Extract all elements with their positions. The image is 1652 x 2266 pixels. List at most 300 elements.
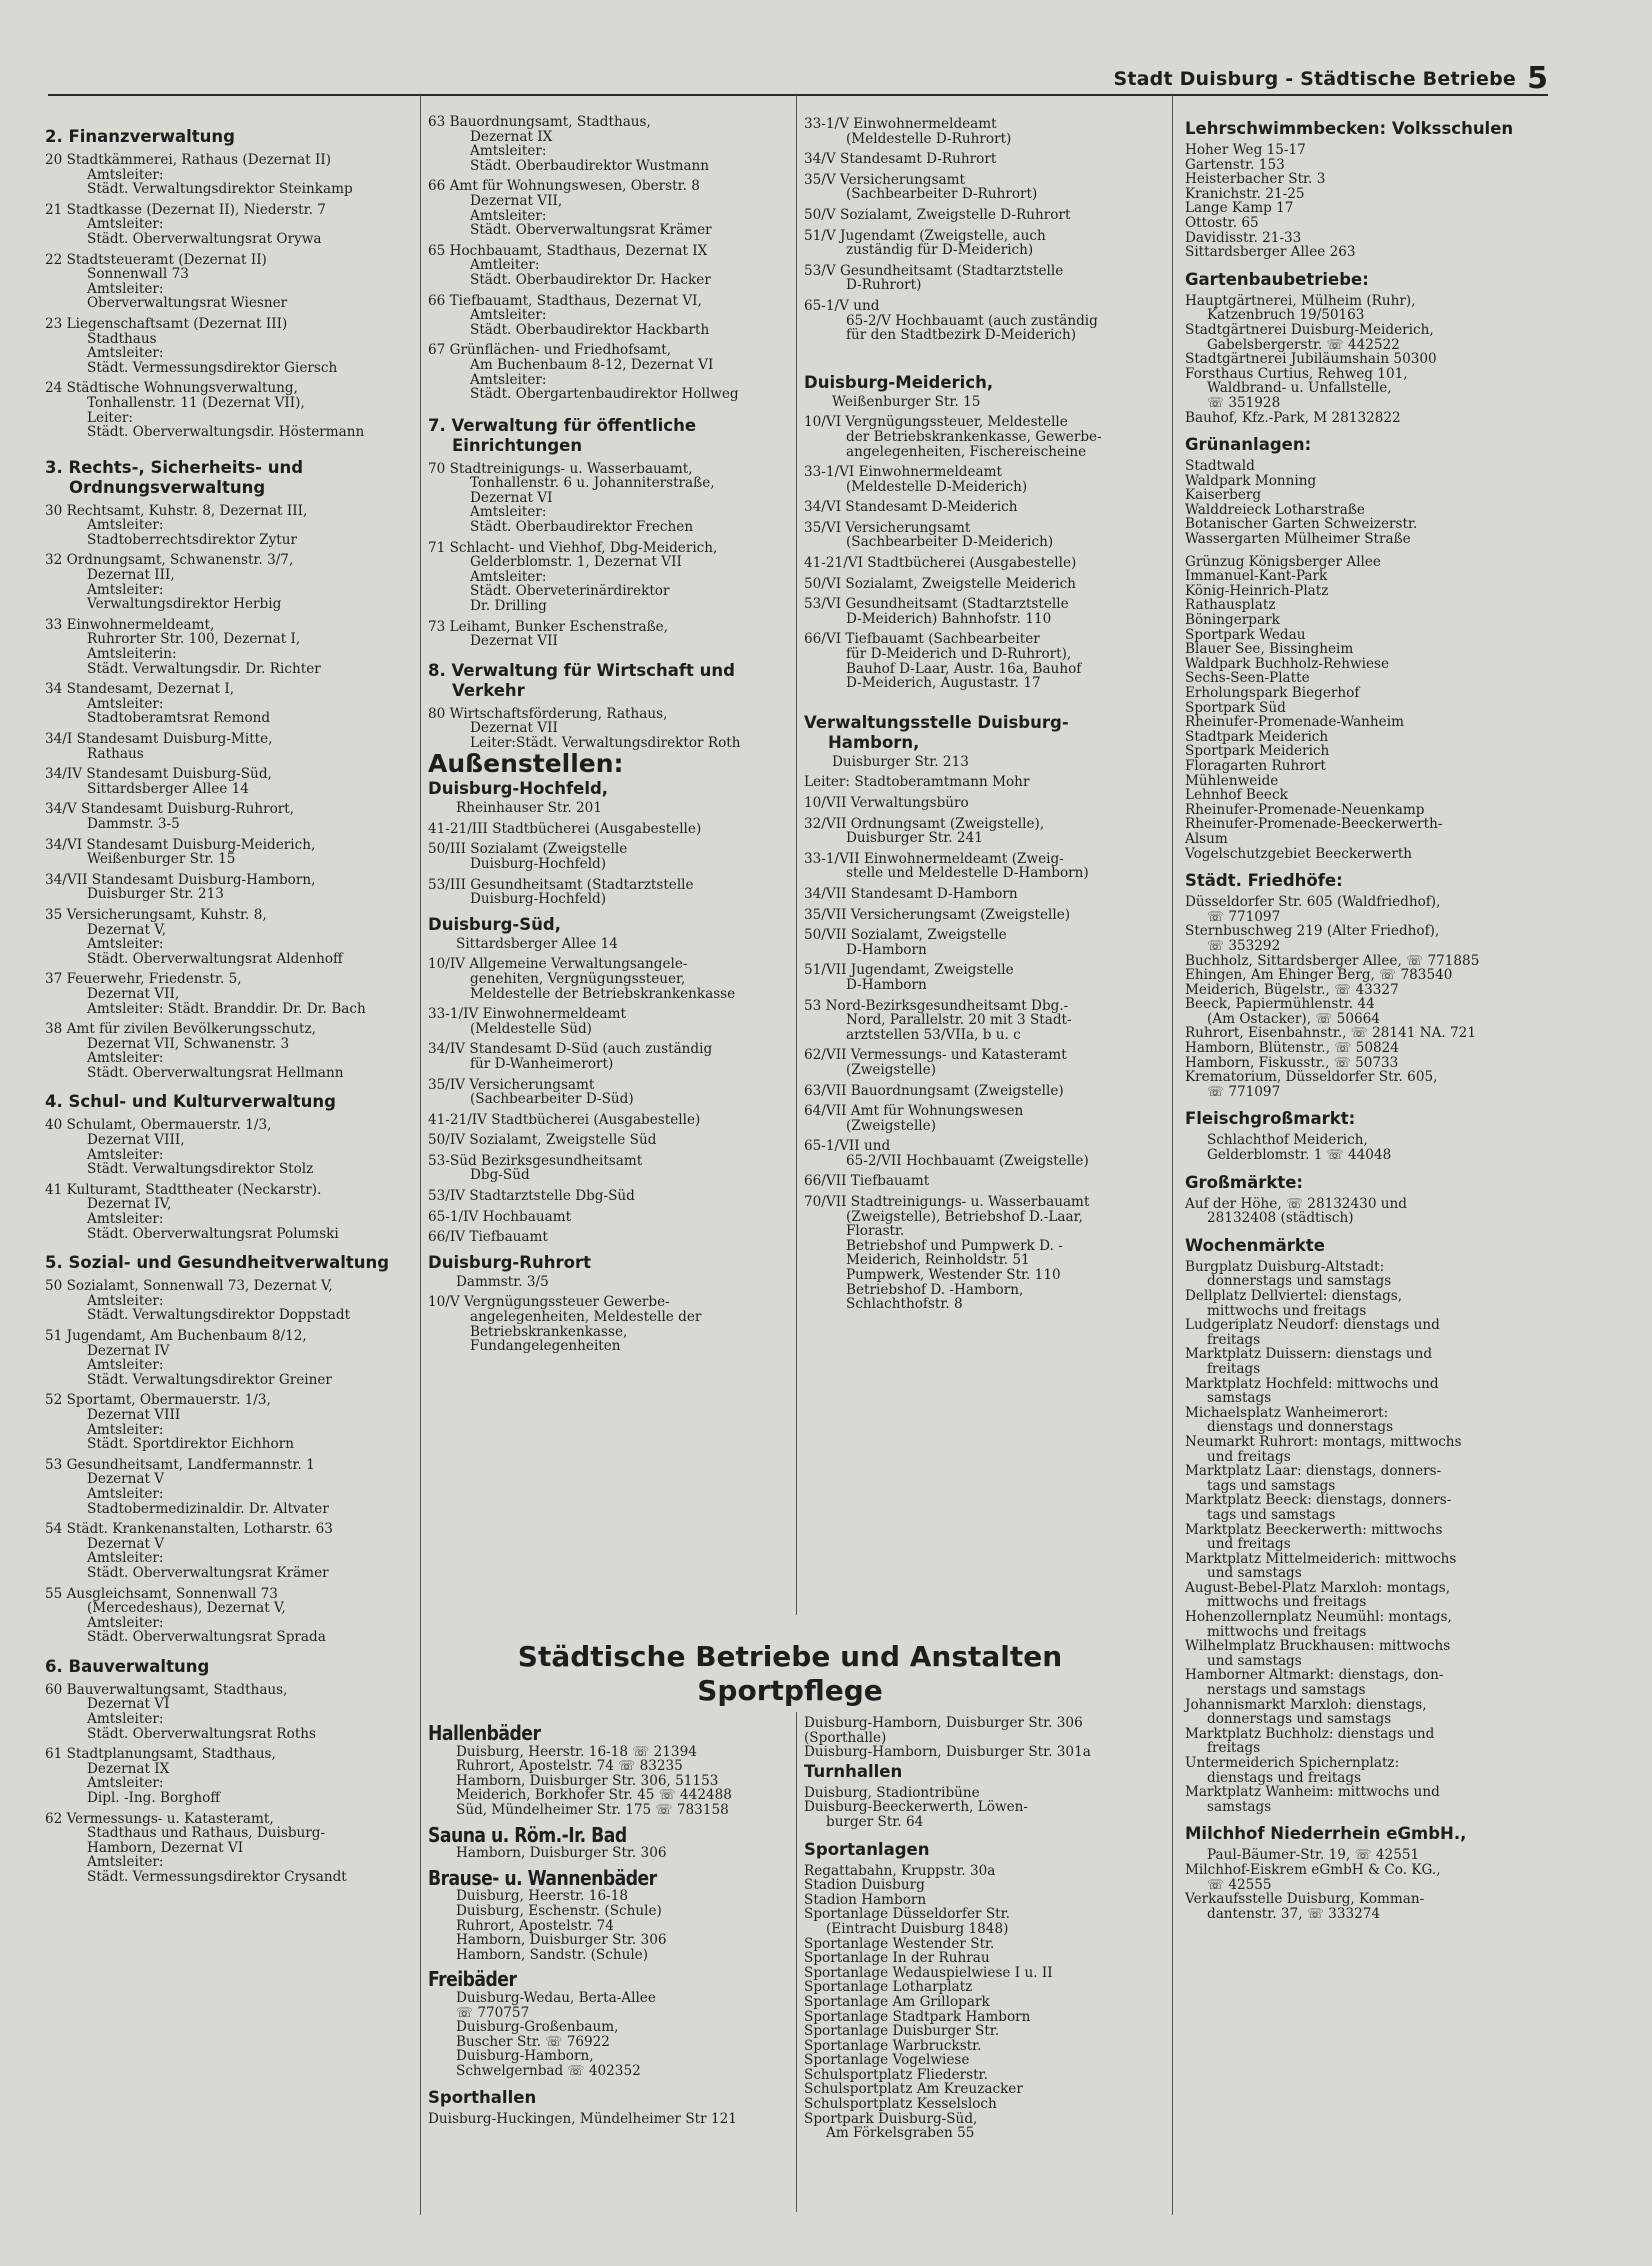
directory-entry [428, 707, 793, 751]
entry-detail: Stadthaus und Rathaus, Duisburg- [87, 1825, 326, 1842]
entry-name: 34 Standesamt, Dezernat I, [45, 681, 235, 698]
directory-entry [804, 1104, 1156, 1133]
list-item: Duisburg-Hamborn, [456, 2048, 594, 2065]
column-1 [45, 115, 415, 1891]
entry-name: 50/V Sozialamt, Zweigstelle D-Ruhrort [804, 206, 1071, 223]
list-item: Walddreieck Lotharstraße [1185, 501, 1365, 518]
directory-entry [804, 521, 1156, 550]
list-item: Verkaufsstelle Duisburg, Komman- [1185, 1891, 1425, 1908]
entry-detail: Duisburger Str. 213 [87, 886, 224, 903]
column-4 [1185, 117, 1515, 1921]
directory-entry [804, 117, 1156, 146]
aussenstellen-heading: Außenstellen: [428, 748, 624, 778]
entry-detail: für D-Wanheimerort) [470, 1055, 614, 1072]
list-item: Auf der Höhe, ☏ 28132430 und [1185, 1195, 1408, 1212]
entry-detail: Dr. Drilling [470, 598, 547, 615]
list-item: Vogelschutzgebiet Beeckerwerth [1185, 845, 1413, 862]
entry-detail: (Mercedeshaus), Dezernat V, [87, 1600, 286, 1617]
list-item: mittwochs und freitags [1207, 1302, 1367, 1319]
list-item: Duisburg-Huckingen, Mündelheimer Str 121 [428, 2111, 737, 2128]
entry-detail: Stadtoberamtsrat Remond [87, 710, 271, 727]
list-item: Floragarten Ruhrort [1185, 757, 1326, 774]
list-item: Lehnhof Beeck [1185, 787, 1288, 804]
entry-list [804, 796, 1156, 1312]
list-item: Schulsportplatz Kesselsloch [804, 2096, 997, 2113]
list-item: Milchhof-Eiskrem eGmbH & Co. KG., [1185, 1861, 1441, 1878]
list-item: und samstags [1207, 1565, 1302, 1582]
list-heading: Sauna u. Röm.-Ir. Bad [428, 1822, 627, 1847]
entry-detail: genehiten, Vergnügungssteuer, [470, 970, 686, 987]
entry-list [45, 153, 415, 440]
list-item: Ruhrort, Eisenbahnstr., ☏ 28141 NA. 721 [1185, 1025, 1476, 1042]
directory-entry [804, 556, 1156, 571]
directory-entry [45, 381, 415, 439]
list-item: Marktplatz Beeckerwerth: mittwochs [1185, 1521, 1443, 1538]
entry-name: 33 Einwohnermeldeamt, [45, 616, 215, 633]
list-item: Forsthaus Curtius, Rehweg 101, [1185, 365, 1408, 382]
entry-detail: Dezernat IV [87, 1342, 170, 1359]
entry-detail: Städt. Sportdirektor Eichhorn [87, 1436, 294, 1453]
section-heading: 3. Rechts-, Sicherheits- und Ordnungsverwaltung [45, 457, 304, 497]
directory-entry [804, 299, 1156, 343]
entry-detail: Dezernat III, [87, 567, 175, 584]
list-item: samstags [1207, 1390, 1272, 1407]
list-item: tags und samstags [1207, 1506, 1336, 1523]
list-item: Sportanlage Duisburger Str. [804, 2023, 1000, 2040]
list-item: burger Str. 64 [826, 1813, 924, 1830]
directory-entry [428, 1210, 793, 1225]
list-item: Buchholz, Sittardsberger Allee, ☏ 771885 [1185, 952, 1480, 969]
list-item: Neumarkt Ruhrort: montags, mittwochs [1185, 1433, 1462, 1450]
entry-name: 41-21/VI Stadtbücherei (Ausgabestelle) [804, 555, 1077, 572]
entry-detail: D-Ruhrort) [846, 277, 922, 294]
entry-detail: Amtsleiter: [470, 371, 547, 388]
entry-name: 10/VI Vergnügungssteuer, Meldestelle [804, 414, 1068, 431]
directory-entry [428, 1189, 793, 1204]
list-item: Duisburg-Hamborn, Duisburger Str. 301a [804, 1744, 1091, 1761]
list-item: Ruhrort, Apostelstr. 74 ☏ 83235 [456, 1758, 683, 1775]
entry-name: 33-1/IV Einwohnermeldeamt [428, 1006, 627, 1023]
directory-entry [45, 1183, 415, 1241]
list-item: Schlachthof Meiderich, [1207, 1132, 1368, 1149]
simple-list [1185, 143, 1515, 260]
entry-detail: Amtsleiter: [87, 1357, 164, 1374]
location-title: Duisburg-Ruhrort [428, 1252, 591, 1272]
entry-detail: Städt. Verwaltungsdirektor Doppstadt [87, 1307, 351, 1324]
list-item: nerstags und samstags [1207, 1682, 1366, 1699]
directory-entry [45, 153, 415, 197]
entry-detail: Tonhallenstr. 11 (Dezernat VII), [87, 394, 305, 411]
entry-detail: Dezernat V [87, 1471, 165, 1488]
directory-entry [45, 1458, 415, 1516]
column-divider [420, 95, 421, 2215]
entry-detail: der Betriebskrankenkasse, Gewerbe- [846, 428, 1102, 445]
entry-detail: Städt. Oberveterinärdirektor [470, 583, 670, 600]
entry-detail: Dezernat VII [470, 633, 558, 650]
list-item: freitags [1207, 1740, 1261, 1757]
entry-detail: Amtsleiter: [470, 143, 547, 160]
directory-entry [804, 852, 1156, 881]
entry-name: 53/V Gesundheitsamt (Stadtarztstelle [804, 262, 1064, 279]
entry-name: 41 Kulturamt, Stadttheater (Neckarstr). [45, 1181, 322, 1198]
entry-detail: Sittardsberger Allee 14 [87, 780, 249, 797]
entry-name: 53/IV Stadtarztstelle Dbg-Süd [428, 1188, 635, 1205]
location-address: Duisburger Str. 213 [832, 753, 969, 770]
list-item: Marktplatz Duissern: dienstags und [1185, 1346, 1433, 1363]
list-item: Schwelgernbad ☏ 402352 [456, 2062, 641, 2079]
directory-entry [428, 1113, 793, 1128]
indent-list [1185, 1197, 1515, 1226]
entry-detail: Dezernat VII, [87, 985, 180, 1002]
list-item: Hamborn, Blütenstr., ☏ 50824 [1185, 1040, 1399, 1057]
entry-list [804, 415, 1156, 691]
list-item: Sportanlage Warbruckstr. [804, 2037, 982, 2054]
list-item: Sportanlage In der Ruhrau [804, 1950, 990, 1967]
entry-detail: Amtsleiter: [87, 1614, 164, 1631]
entry-detail: Städt. Obergartenbaudirektor Hollweg [470, 386, 739, 403]
entry-detail: Amtsleiter: [87, 1050, 164, 1067]
directory-entry [45, 1329, 415, 1387]
directory-entry [428, 822, 793, 837]
directory-entry [428, 1295, 793, 1353]
list-item: freitags [1207, 1331, 1261, 1348]
list-heading: Freibäder [428, 1967, 517, 1992]
entry-detail: Stadtobermedizinaldir. Dr. Altvater [87, 1500, 329, 1517]
entry-name: 34/VII Standesamt Duisburg-Hamborn, [45, 871, 316, 888]
entry-detail: Bauhof D-Laar, Austr. 16a, Bauhof [846, 660, 1082, 677]
list-heading: Wochenmärkte [1185, 1235, 1325, 1255]
directory-entry [804, 908, 1156, 923]
entry-detail: Amtsleiter: [87, 1550, 164, 1567]
entry-detail: Amtsleiterin: [87, 646, 177, 663]
simple-list [428, 1745, 798, 1818]
entry-detail: D-Hamborn [846, 976, 927, 993]
directory-entry [45, 1522, 415, 1580]
column-divider [796, 95, 797, 1615]
entry-detail: Amtsleiter: [87, 695, 164, 712]
entry-name: 51/VII Jugendamt, Zweigstelle [804, 962, 1014, 979]
list-item: donnerstags und samstags [1207, 1711, 1392, 1728]
entry-detail: Dezernat VI [87, 1696, 170, 1713]
entry-name: 80 Wirtschaftsförderung, Rathaus, [428, 705, 668, 722]
list-item: Marktplatz Mittelmeiderich: mittwochs [1185, 1550, 1457, 1567]
entry-name: 24 Städtische Wohnungsverwaltung, [45, 380, 298, 397]
column-2 [428, 115, 793, 1360]
list-item: Duisburg-Beeckerwerth, Löwen- [804, 1799, 1028, 1816]
section-heading: 4. Schul- und Kulturverwaltung [45, 1092, 336, 1112]
sport-column-2 [804, 1716, 1164, 2141]
list-item: Marktplatz Wanheim: mittwochs und [1185, 1784, 1440, 1801]
indent-list [1185, 1848, 1515, 1921]
directory-entry [45, 1118, 415, 1176]
location-title: Duisburg-Meiderich, [804, 372, 994, 392]
page-header [48, 60, 1548, 96]
directory-entry [804, 632, 1156, 690]
directory-entry [804, 817, 1156, 846]
entry-name: 66 Tiefbauamt, Stadthaus, Dezernat VI, [428, 292, 702, 309]
list-item: tags und samstags [1207, 1477, 1336, 1494]
list-heading: Hallenbäder [428, 1721, 541, 1745]
indent-list [1185, 294, 1515, 425]
indent-list [1185, 1133, 1515, 1162]
entry-detail: Städt. Oberverwaltungsrat Aldenhoff [87, 950, 343, 967]
directory-entry [804, 264, 1156, 293]
list-item: Sportanlage Westender Str. [804, 1935, 995, 1952]
entry-list [428, 707, 793, 751]
list-heading: Gartenbaubetriebe: [1185, 269, 1369, 289]
list-heading: Städt. Friedhöfe: [1185, 871, 1343, 891]
directory-entry [45, 553, 415, 611]
directory-entry [804, 229, 1156, 258]
entry-detail: Meiderich, Reinholdstr. 51 [846, 1252, 1030, 1269]
list-item: ☏ 42555 [1207, 1876, 1272, 1893]
list-item: donnerstags und samstags [1207, 1273, 1392, 1290]
list-item: Gabelsbergerstr. ☏ 442522 [1207, 336, 1400, 353]
directory-entry [45, 1747, 415, 1805]
location-address: Dammstr. 3/5 [456, 1273, 549, 1290]
entry-detail: Städt. Oberverwaltungsrat Krämer [470, 222, 712, 239]
list-heading: Lehrschwimmbecken: Volksschulen [1185, 119, 1514, 138]
entry-name: 33-1/VII Einwohnermeldeamt (Zweig- [804, 850, 1064, 867]
directory-entry [45, 1683, 415, 1741]
list-item: Ludgeriplatz Neudorf: dienstags und [1185, 1317, 1440, 1334]
entry-name: 55 Ausgleichsamt, Sonnenwall 73 [45, 1585, 278, 1602]
location-address: Rheinhauser Str. 201 [456, 800, 602, 817]
entry-name: 35 Versicherungsamt, Kuhstr. 8, [45, 906, 267, 923]
entry-detail: Dezernat IX [470, 128, 553, 145]
entry-detail: Städt. Oberverwaltungsrat Krämer [87, 1564, 329, 1581]
list-item: Hamborn, Duisburger Str. 306, 51153 [456, 1772, 719, 1789]
entry-name: 50/VII Sozialamt, Zweigstelle [804, 927, 1007, 944]
entry-detail: Städt. Oberbaudirektor Frechen [470, 519, 694, 536]
directory-entry [804, 887, 1156, 902]
entry-detail: Städt. Oberverwaltungsrat Orywa [87, 230, 322, 247]
directory-entry [45, 1022, 415, 1080]
list-heading: Fleischgroßmarkt: [1185, 1109, 1356, 1129]
list-item: Davidisstr. 21-33 [1185, 229, 1302, 246]
directory-entry [804, 1048, 1156, 1077]
list-item: Buscher Str. ☏ 76922 [456, 2033, 610, 2050]
entry-name: 33-1/VI Einwohnermeldeamt [804, 464, 1003, 481]
entry-name: 34/I Standesamt Duisburg-Mitte, [45, 731, 273, 747]
entry-detail: Amtsleiter: [87, 280, 164, 297]
list-item: (Am Ostacker), ☏ 50664 [1207, 1010, 1380, 1027]
list-item: Gelderblomstr. 1 ☏ 44048 [1207, 1147, 1392, 1164]
entry-detail: Amtsleiter: [470, 568, 547, 585]
list-heading: Brause- u. Wannenbäder [428, 1865, 657, 1890]
list-item: Wilhelmplatz Bruckhausen: mittwochs [1185, 1638, 1451, 1655]
entry-detail: für D-Meiderich und D-Ruhrort), [846, 646, 1072, 663]
list-item: Stadion Duisburg [804, 1877, 925, 1894]
entry-detail: Amtsleiter: [87, 936, 164, 953]
entry-detail: Dezernat VII [470, 720, 558, 737]
entry-detail: Amtsleiter: [470, 307, 547, 324]
list-item: Mühlenweide [1185, 772, 1279, 789]
list-item: Hohenzollernplatz Neumühl: montags, [1185, 1609, 1452, 1626]
list-item: ☏ 351928 [1207, 394, 1281, 411]
list-item: Grünzug Königsberger Allee [1185, 553, 1381, 570]
entry-detail: Schlachthofstr. 8 [846, 1296, 963, 1313]
entry-detail: Dezernat V [87, 1535, 165, 1552]
list-item: Duisburg, Heerstr. 16-18 ☏ 21394 [456, 1743, 697, 1760]
entry-name: 50/IV Sozialamt, Zweigstelle Süd [428, 1132, 657, 1149]
entry-detail: Amtsleiter: [87, 1146, 164, 1163]
list-item: dienstags und donnerstags [1207, 1419, 1394, 1436]
list-item: Hoher Weg 15-17 [1185, 142, 1306, 158]
entry-name: 35/VII Versicherungsamt (Zweigstelle) [804, 906, 1071, 923]
entry-detail: Nord, Parallelstr. 20 mit 3 Stadt- [846, 1012, 1072, 1029]
directory-entry [45, 1393, 415, 1451]
banner-heading [430, 1640, 1150, 1708]
directory-entry [428, 115, 793, 173]
list-item: Waldpark Buchholz-Rehwiese [1185, 655, 1390, 672]
entry-detail: Hamborn, Dezernat VI [87, 1839, 244, 1856]
entry-detail: Städt. Verwaltungsdir. Dr. Richter [87, 660, 321, 677]
entry-name: 35/IV Versicherungsamt [428, 1076, 595, 1093]
directory-entry [45, 253, 415, 311]
location-address: Weißenburger Str. 15 [832, 393, 981, 410]
list-item: Sportanlage Lotharplatz [804, 1979, 973, 1996]
entry-detail: Dezernat VIII [87, 1406, 181, 1423]
list-item: samstags [1207, 1798, 1272, 1815]
entry-detail: Betriebskrankenkasse, [470, 1323, 628, 1340]
entry-name: 37 Feuerwehr, Friedenstr. 5, [45, 971, 242, 988]
list-item: Krematorium, Düsseldorfer Str. 605, [1185, 1069, 1438, 1086]
entry-detail: Dezernat VIII, [87, 1132, 185, 1149]
list-item: Gartenstr. 153 [1185, 156, 1285, 173]
entry-detail: Dezernat VI [470, 489, 553, 506]
entry-list [428, 115, 793, 402]
entry-detail: Städt. Oberverwaltungsrat Sprada [87, 1629, 326, 1646]
list-item: Sportpark Süd [1185, 699, 1286, 716]
directory-entry [804, 963, 1156, 992]
list-item: Stadtgärtnerei Jubiläumshain 50300 [1185, 351, 1437, 368]
directory-entry [804, 1195, 1156, 1312]
directory-entry [45, 682, 415, 726]
entry-name: 35/V Versicherungsamt [804, 171, 966, 188]
directory-entry [45, 1587, 415, 1645]
header-title: Stadt Duisburg - Städtische Betriebe [1113, 68, 1516, 90]
entry-list [45, 1118, 415, 1241]
directory-entry [804, 500, 1156, 515]
entry-name: 65 Hochbauamt, Stadthaus, Dezernat IX [428, 242, 708, 259]
directory-entry [428, 343, 793, 401]
entry-name: 20 Stadtkämmerei, Rathaus (Dezernat II) [45, 152, 332, 168]
entry-name: 53 Gesundheitsamt, Landfermannstr. 1 [45, 1456, 315, 1473]
entry-detail: Stadtoberrechtsdirektor Zytur [87, 531, 297, 548]
list-item: Ottostr. 65 [1185, 214, 1259, 231]
list-item: Duisburg, Stadiontribüne [804, 1784, 980, 1801]
section-heading: 6. Bauverwaltung [45, 1656, 210, 1676]
list-item: Sportanlage Wedauspielwiese I u. II [804, 1964, 1053, 1981]
list-item: Marktplatz Laar: dienstags, donners- [1185, 1463, 1442, 1480]
list-item: Wassergarten Mülheimer Straße [1185, 531, 1411, 548]
list-item: Stadtwald [1185, 458, 1255, 475]
entry-detail: (Sachbearbeiter D-Süd) [470, 1091, 634, 1108]
list-item: Botanischer Garten Schweizerstr. [1185, 516, 1418, 533]
entry-name: 50/VI Sozialamt, Zweigstelle Meiderich [804, 575, 1076, 592]
directory-entry [428, 878, 793, 907]
list-item: Duisburg-Hamborn, Duisburger Str. 306 [804, 1715, 1083, 1731]
entry-name: 71 Schlacht- und Viehhof, Dbg-Meiderich, [428, 539, 718, 556]
list-item: Duisburg-Großenbaum, [456, 2019, 619, 2036]
list-item: Marktplatz Buchholz: dienstags und [1185, 1725, 1435, 1742]
entry-detail: (Zweigstelle), Betriebshof D.-Laar, [846, 1208, 1083, 1225]
entry-detail: Amtsleiter: [470, 504, 547, 521]
entry-name: 66/VI Tiefbauamt (Sachbearbeiter [804, 631, 1040, 648]
list-item: ☏ 353292 [1207, 937, 1281, 954]
list-item: Sportanlage Stadtpark Hamborn [804, 2008, 1031, 2025]
list-item: Hauptgärtnerei, Mülheim (Ruhr), [1185, 292, 1416, 309]
entry-name: 53 Nord-Bezirksgesundheitsamt Dbg.- [804, 997, 1069, 1014]
entry-name: 66 Amt für Wohnungswesen, Oberstr. 8 [428, 178, 700, 195]
entry-detail: (Zweigstelle) [846, 1117, 937, 1134]
list-item: (Sporthalle) [804, 1729, 887, 1746]
location-leiter: Leiter: Stadtoberamtmann Mohr [804, 774, 1030, 791]
directory-entry [45, 972, 415, 1016]
directory-entry [428, 842, 793, 871]
entry-detail: Leiter:Städt. Verwaltungsdirektor Roth [470, 735, 741, 751]
indent-list [804, 1786, 1164, 1830]
list-item: Hamborn, Sandstr. (Schule) [456, 1946, 649, 1963]
entry-name: 67 Grünflächen- und Friedhofsamt, [428, 342, 672, 359]
entry-name: 51 Jugendamt, Am Buchenbaum 8/12, [45, 1328, 307, 1344]
directory-entry [45, 1812, 415, 1885]
entry-list [428, 822, 793, 907]
directory-entry [804, 465, 1156, 494]
list-item: (Eintracht Duisburg 1848) [826, 1920, 1009, 1937]
entry-list [428, 1295, 793, 1353]
list-item: Stadtgärtnerei Duisburg-Meiderich, [1185, 321, 1434, 338]
directory-entry [428, 1007, 793, 1036]
entry-detail: Amtsleiter: [87, 1485, 164, 1502]
entry-detail: stelle und Meldestelle D-Hamborn) [846, 865, 1089, 882]
list-item: Sittardsberger Allee 263 [1185, 244, 1356, 261]
directory-entry [428, 957, 793, 1001]
directory-entry [45, 1279, 415, 1323]
entry-name: 34/IV Standesamt D-Süd (auch zuständig [428, 1041, 713, 1058]
entry-list [45, 1683, 415, 1885]
entry-detail: Dezernat VII, Schwanenstr. 3 [87, 1035, 290, 1052]
entry-detail: Städt. Oberverwaltungsdir. Höstermann [87, 424, 365, 441]
list-heading: Großmärkte: [1185, 1172, 1303, 1192]
entry-name: 61 Stadtplanungsamt, Stadthaus, [45, 1746, 276, 1763]
entry-detail: Amtsleiter: [87, 1711, 164, 1728]
entry-name: 34/VII Standesamt D-Hamborn [804, 885, 1018, 902]
list-item: August-Bebel-Platz Marxloh: montags, [1185, 1579, 1451, 1596]
list-heading: Grünanlagen: [1185, 435, 1312, 455]
indent-list [804, 1864, 1164, 2141]
entry-detail: Fundangelegenheiten [470, 1338, 621, 1355]
list-item: Stadtpark Meiderich [1185, 728, 1329, 745]
list-item: Sportpark Meiderich [1185, 743, 1330, 760]
entry-name: 30 Rechtsamt, Kuhstr. 8, Dezernat III, [45, 502, 308, 519]
entry-name: 65-1/VII und [804, 1138, 891, 1155]
entry-detail: arztstellen 53/VIIa, b u. c [846, 1026, 1021, 1043]
list-item: Sechs-Seen-Platte [1185, 670, 1310, 687]
simple-list [428, 2112, 798, 2127]
sport-column-1 [428, 1716, 798, 2127]
entry-detail: Leiter: [87, 409, 134, 426]
entry-detail: Amtsleiter: [87, 1854, 164, 1871]
entry-name: 54 Städt. Krankenanstalten, Lotharstr. 63 [45, 1521, 333, 1538]
entry-detail: 65-2/V Hochbauamt (auch zuständig [846, 312, 1098, 329]
list-item: Hamborn, Fiskusstr., ☏ 50733 [1185, 1054, 1399, 1071]
entry-name: 60 Bauverwaltungsamt, Stadthaus, [45, 1681, 288, 1698]
entry-detail: Verwaltungsdirektor Herbig [87, 596, 282, 613]
entry-name: 50 Sozialamt, Sonnenwall 73, Dezernat V, [45, 1278, 333, 1295]
list-heading: Turnhallen [804, 1761, 903, 1781]
